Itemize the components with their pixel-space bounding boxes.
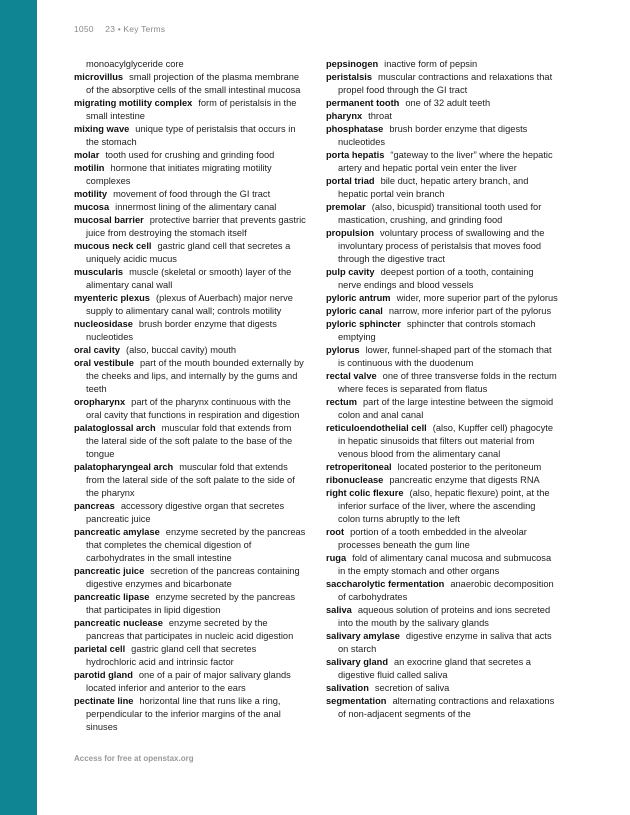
glossary-term: pharynx	[326, 111, 363, 121]
glossary-entry	[74, 266, 306, 292]
glossary-entry	[326, 656, 558, 682]
glossary-entry	[74, 591, 306, 617]
glossary-term: mucous neck cell	[74, 241, 152, 251]
glossary-term: pancreatic amylase	[74, 527, 160, 537]
glossary-entry	[74, 97, 306, 123]
glossary-term: pyloric sphincter	[326, 319, 401, 329]
glossary-definition: (also, hepatic flexure) point, at the inferior surface of the liver, where the ascending colon turns abruptly to the left	[338, 488, 550, 524]
glossary-column-left	[74, 58, 306, 734]
glossary-term: pyloric canal	[326, 306, 383, 316]
glossary-term: rectal valve	[326, 371, 377, 381]
glossary-definition: part of the pharynx continuous with the oral cavity that functions in respiration and digestion	[86, 397, 300, 420]
glossary-term: pepsinogen	[326, 59, 379, 69]
glossary-term: pancreatic lipase	[74, 592, 150, 602]
chapter-label: 23 • Key Terms	[105, 24, 166, 34]
glossary-entry	[74, 344, 306, 357]
glossary-term: ruga	[326, 553, 347, 563]
glossary-definition: secretion of saliva	[374, 683, 450, 693]
glossary-definition: one of 32 adult teeth	[405, 98, 491, 108]
glossary-entry	[326, 630, 558, 656]
glossary-term: ribonuclease	[326, 475, 384, 485]
glossary-term: myenteric plexus	[74, 293, 150, 303]
glossary-term: mucosa	[74, 202, 110, 212]
glossary-entry	[326, 71, 558, 97]
glossary-term: reticuloendothelial cell	[326, 423, 427, 433]
glossary-term: oral cavity	[74, 345, 120, 355]
glossary-term: pancreatic juice	[74, 566, 145, 576]
glossary-entry	[74, 240, 306, 266]
glossary-entry	[326, 318, 558, 344]
glossary-entry	[74, 318, 306, 344]
glossary-definition: (also, bicuspid) transitional tooth used for mastication, crushing, and grinding food	[338, 202, 542, 225]
glossary-definition: protective barrier that prevents gastric juice from destroying the stomach itself	[86, 215, 306, 238]
glossary-definition: located posterior to the peritoneum	[397, 462, 542, 472]
glossary-term: parietal cell	[74, 644, 126, 654]
glossary-entry	[326, 149, 558, 175]
glossary-definition: small projection of the plasma membrane of the absorptive cells of the small intestinal mucosa	[86, 72, 301, 95]
glossary-definition: wider, more superior part of the pylorus	[396, 293, 558, 303]
glossary-entry	[326, 474, 558, 487]
glossary-term: mixing wave	[74, 124, 130, 134]
glossary-entry	[326, 682, 558, 695]
glossary-definition: anaerobic decomposition of carbohydrates	[338, 579, 554, 602]
glossary-term: pyloric antrum	[326, 293, 391, 303]
glossary-entry	[74, 396, 306, 422]
glossary-term: oropharynx	[74, 397, 126, 407]
glossary-term: segmentation	[326, 696, 387, 706]
glossary-term: migrating motility complex	[74, 98, 193, 108]
glossary-term: root	[326, 527, 345, 537]
glossary-definition: horizontal line that runs like a ring, perpendicular to the inferior margins of the anal sinuses	[86, 696, 281, 732]
glossary-term: pancreatic nuclease	[74, 618, 163, 628]
glossary-term: pectinate line	[74, 696, 134, 706]
glossary-entry	[326, 487, 558, 526]
glossary-entry	[74, 214, 306, 240]
glossary-entry	[326, 422, 558, 461]
glossary-entry	[74, 643, 306, 669]
glossary-entry	[326, 552, 558, 578]
glossary-entry	[326, 97, 558, 110]
glossary-definition: brush border enzyme that digests nucleotides	[86, 319, 277, 342]
page-footer: Access for free at openstax.org	[74, 754, 194, 763]
side-color-bar	[0, 0, 37, 815]
glossary-term: right colic flexure	[326, 488, 404, 498]
glossary-definition: inactive form of pepsin	[384, 59, 478, 69]
glossary-definition: (also, Kupffer cell) phagocyte in hepatic sinusoids that filters out material from venous blood from the alimentary canal	[338, 423, 553, 459]
glossary-entry	[74, 58, 306, 71]
glossary-term: oral vestibule	[74, 358, 134, 368]
glossary-definition: enzyme secreted by the pancreas that completes the chemical digestion of carbohydrates in the small intestine	[86, 527, 306, 563]
glossary-entry	[326, 370, 558, 396]
glossary-definition: voluntary process of swallowing and the involuntary process of peristalsis that moves food through the digestive tract	[338, 228, 545, 264]
glossary-entry	[74, 188, 306, 201]
glossary-definition: gastric gland cell that secretes hydrochloric acid and intrinsic factor	[86, 644, 257, 667]
glossary-definition: muscle (skeletal or smooth) layer of the alimentary canal wall	[86, 267, 292, 290]
glossary-term: muscularis	[74, 267, 124, 277]
glossary-term: saccharolytic fermentation	[326, 579, 445, 589]
glossary-definition: narrow, more inferior part of the pylorus	[388, 306, 552, 316]
glossary-definition: enzyme secreted by the pancreas that participates in nucleic acid digestion	[86, 618, 294, 641]
glossary-definition: (also, buccal cavity) mouth	[126, 345, 237, 355]
glossary-entry	[74, 500, 306, 526]
glossary-entry	[74, 695, 306, 734]
glossary-definition: aqueous solution of proteins and ions secreted into the mouth by the salivary glands	[338, 605, 551, 628]
glossary-definition: muscular contractions and relaxations that propel food through the GI tract	[338, 72, 553, 95]
glossary-term: pulp cavity	[326, 267, 375, 277]
glossary-term: nucleosidase	[74, 319, 133, 329]
glossary-definition: an exocrine gland that secretes a digestive fluid called saliva	[338, 657, 531, 680]
glossary-definition: hormone that initiates migrating motility complexes	[86, 163, 272, 186]
glossary-definition: alternating contractions and relaxations of non-adjacent segments of the	[338, 696, 555, 719]
glossary-entry	[326, 526, 558, 552]
glossary-definition: bile duct, hepatic artery branch, and hepatic portal vein branch	[338, 176, 529, 199]
glossary-entry	[326, 396, 558, 422]
glossary-term: salivation	[326, 683, 369, 693]
glossary-entry	[326, 305, 558, 318]
glossary-definition: muscular fold that extends from the lateral side of the soft palate to the base of the tongue	[86, 423, 293, 459]
glossary-definition: one of a pair of major salivary glands located inferior and anterior to the ears	[86, 670, 291, 693]
glossary-term: portal triad	[326, 176, 375, 186]
glossary-entry	[326, 695, 558, 721]
glossary-entry	[74, 357, 306, 396]
glossary-entry	[326, 175, 558, 201]
glossary-term: porta hepatis	[326, 150, 385, 160]
glossary-term: microvillus	[74, 72, 124, 82]
glossary-definition: accessory digestive organ that secretes pancreatic juice	[86, 501, 285, 524]
glossary-entry	[74, 565, 306, 591]
glossary-entry	[326, 123, 558, 149]
glossary-definition: lower, funnel-shaped part of the stomach that is continuous with the duodenum	[338, 345, 552, 368]
glossary-entry	[326, 292, 558, 305]
glossary-entry	[326, 266, 558, 292]
glossary-term: saliva	[326, 605, 352, 615]
glossary-definition: portion of a tooth embedded in the alveolar processes beneath the gum line	[338, 527, 527, 550]
glossary-column-right	[326, 58, 558, 721]
glossary-definition: pancreatic enzyme that digests RNA	[389, 475, 540, 485]
glossary-definition: deepest portion of a tooth, containing nerve endings and blood vessels	[338, 267, 534, 290]
glossary-definition: innermost lining of the alimentary canal	[115, 202, 277, 212]
glossary-term: propulsion	[326, 228, 375, 238]
glossary-entry	[74, 71, 306, 97]
glossary-definition: digestive enzyme in saliva that acts on starch	[338, 631, 552, 654]
glossary-term: permanent tooth	[326, 98, 400, 108]
glossary-term: retroperitoneal	[326, 462, 392, 472]
glossary-entry	[74, 292, 306, 318]
glossary-entry	[326, 227, 558, 266]
glossary-term: mucosal barrier	[74, 215, 144, 225]
glossary-entry	[74, 669, 306, 695]
page-number: 1050	[74, 24, 94, 34]
glossary-term: palatoglossal arch	[74, 423, 156, 433]
glossary-term: pancreas	[74, 501, 115, 511]
glossary-term: salivary amylase	[326, 631, 400, 641]
glossary-term: palatopharyngeal arch	[74, 462, 174, 472]
glossary-definition: movement of food through the GI tract	[113, 189, 271, 199]
glossary-term: phosphatase	[326, 124, 384, 134]
glossary-definition: (plexus of Auerbach) major nerve supply to alimentary canal wall; controls motility	[86, 293, 293, 316]
glossary-term: motility	[74, 189, 108, 199]
glossary-term: salivary gland	[326, 657, 389, 667]
glossary-entry	[74, 422, 306, 461]
glossary-entry	[326, 604, 558, 630]
glossary-entry	[326, 110, 558, 123]
glossary-term: rectum	[326, 397, 358, 407]
glossary-definition: secretion of the pancreas containing digestive enzymes and bicarbonate	[86, 566, 300, 589]
glossary-entry	[326, 461, 558, 474]
glossary-term: peristalsis	[326, 72, 372, 82]
glossary-entry	[74, 162, 306, 188]
glossary-entry	[74, 201, 306, 214]
glossary-term: parotid gland	[74, 670, 133, 680]
glossary-entry	[74, 617, 306, 643]
glossary-entry	[74, 526, 306, 565]
glossary-definition: gastric gland cell that secretes a uniquely acidic mucus	[86, 241, 291, 264]
glossary-term: motilin	[74, 163, 105, 173]
glossary-definition: monoacylglyceride core	[86, 59, 184, 69]
glossary-definition: brush border enzyme that digests nucleotides	[338, 124, 528, 147]
glossary-term: premolar	[326, 202, 366, 212]
glossary-entry	[326, 201, 558, 227]
page-header	[74, 24, 165, 34]
glossary-entry	[326, 344, 558, 370]
glossary-definition: enzyme secreted by the pancreas that participates in lipid digestion	[86, 592, 295, 615]
glossary-definition: part of the large intestine between the sigmoid colon and anal canal	[338, 397, 554, 420]
glossary-entry	[74, 123, 306, 149]
glossary-definition: one of three transverse folds in the rectum where feces is separated from flatus	[338, 371, 557, 394]
glossary-entry	[326, 578, 558, 604]
glossary-definition: fold of alimentary canal mucosa and submucosa in the empty stomach and other organs	[338, 553, 552, 576]
glossary-definition: throat	[368, 111, 392, 121]
glossary-definition: form of peristalsis in the small intestine	[86, 98, 297, 121]
glossary-definition: sphincter that controls stomach emptying	[338, 319, 536, 342]
glossary-term: molar	[74, 150, 100, 160]
glossary-definition: part of the mouth bounded externally by the cheeks and lips, and internally by the gums and teeth	[86, 358, 304, 394]
glossary-definition: “gateway to the liver” where the hepatic artery and hepatic portal vein enter the liver	[338, 150, 553, 173]
glossary-entry	[326, 58, 558, 71]
glossary-entry	[74, 149, 306, 162]
glossary-entry	[74, 461, 306, 500]
glossary-definition: muscular fold that extends from the lateral side of the soft palate to the side of the pharynx	[86, 462, 295, 498]
glossary-definition: tooth used for crushing and grinding food	[105, 150, 275, 160]
glossary-term: pylorus	[326, 345, 360, 355]
glossary-definition: unique type of peristalsis that occurs in the stomach	[86, 124, 296, 147]
